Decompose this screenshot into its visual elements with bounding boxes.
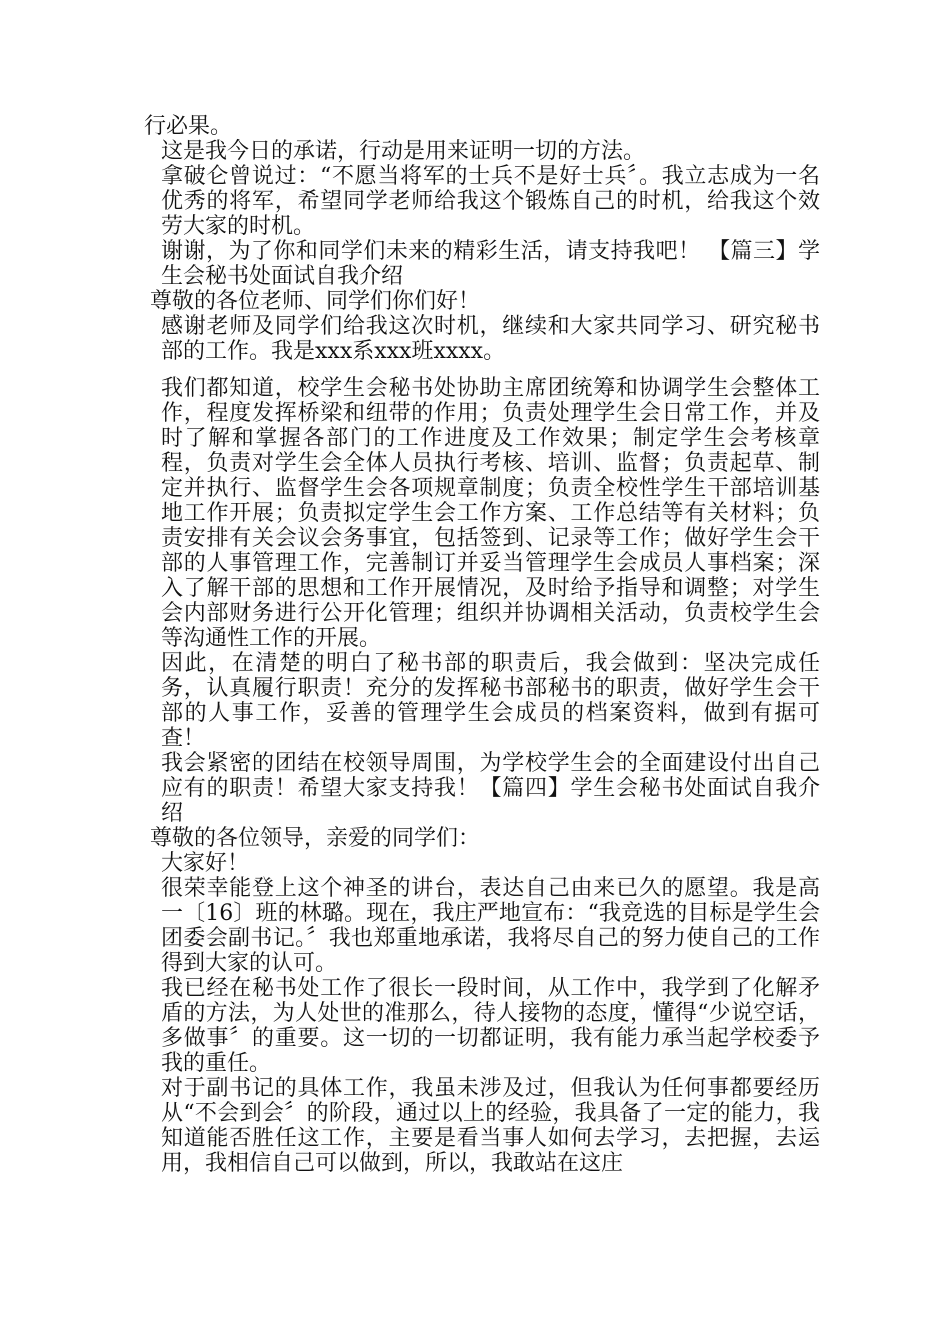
- paragraph: 因此，在清楚的明白了秘书部的职责后，我会做到：坚决完成任务，认真履行职责！充分的发挥秘书部秘书的职责，做好学生会干部的人事工作，妥善的管理学生会成员的档案资料，做到有据可查！: [161, 651, 820, 751]
- paragraph: 这是我今日的承诺，行动是用来证明一切的方法。: [161, 139, 646, 164]
- paragraph: 我们都知道，校学生会秘书处协助主席团统筹和协调学生会整体工作，程度发挥桥梁和纽带的作用；负责处理学生会日常工作，并及时了解和掌握各部门的工作进度及工作效果；制定学生会考核章程，负责对学生会全体人员执行考核、培训、监督；负责起草、制定并执行、监督学生会各项规章制度；负责全校性学生干部培训基地工作开展；负责拟定学生会工作方案、工作总结等有关材料；负责安排有关会议会务事宜，包括签到、记录等工作；做好学生会干部的人事管理工作，完善制订并妥当管理学生会成员人事档案；深入了解干部的思想和工作开展情况，及时给予指导和调整；对学生会内部财务进行公开化管理；组织并协调相关活动，负责校学生会等沟通性工作的开展。: [161, 376, 820, 651]
- paragraph: 拿破仑曾说过：“不愿当将军的士兵不是好士兵〞。我立志成为一名优秀的将军，希望同学老师给我这个锻炼自己的时机，给我这个效劳大家的时机。: [161, 164, 820, 239]
- paragraph: 很荣幸能登上这个神圣的讲台，表达自己由来已久的愿望。我是高一〔16〕班的林璐。现在，我庄严地宣布：“我竞选的目标是学生会团委会副书记。〞我也郑重地承诺，我将尽自己的努力使自己的工作得到大家的认可。: [161, 876, 820, 976]
- paragraph: 我会紧密的团结在校领导周围，为学校学生会的全面建设付出自己应有的职责！希望大家支持我！【篇四】学生会秘书处面试自我介绍: [161, 751, 820, 826]
- paragraph: 尊敬的各位老师、同学们你们好！: [150, 289, 481, 314]
- paragraph: 感谢老师及同学们给我这次时机，继续和大家共同学习、研究秘书部的工作。我是xxx系xxx班xxxx。: [161, 314, 820, 364]
- paragraph: 对于副书记的具体工作，我虽未涉及过，但我认为任何事都要经历从“不会到会〞的阶段，通过以上的经验，我具备了一定的能力，我知道能否胜任这工作，主要是看当事人如何去学习，去把握，去运用，我相信自己可以做到，所以，我敢站在这庄: [161, 1076, 820, 1176]
- document-body: [144, 114, 820, 1176]
- paragraph: 我已经在秘书处工作了很长一段时间，从工作中，我学到了化解矛盾的方法，为人处世的准那么，待人接物的态度，懂得“少说空话，多做事〞的重要。这一切的一切都证明，我有能力承当起学校委予我的重任。: [161, 976, 820, 1076]
- paragraph: 谢谢，为了你和同学们未来的精彩生活，请支持我吧！ 【篇三】学生会秘书处面试自我介绍: [161, 239, 820, 289]
- paragraph: 行必果。: [144, 114, 233, 139]
- paragraph: 尊敬的各位领导，亲爱的同学们：: [150, 826, 481, 851]
- paragraph: 大家好！: [161, 851, 250, 876]
